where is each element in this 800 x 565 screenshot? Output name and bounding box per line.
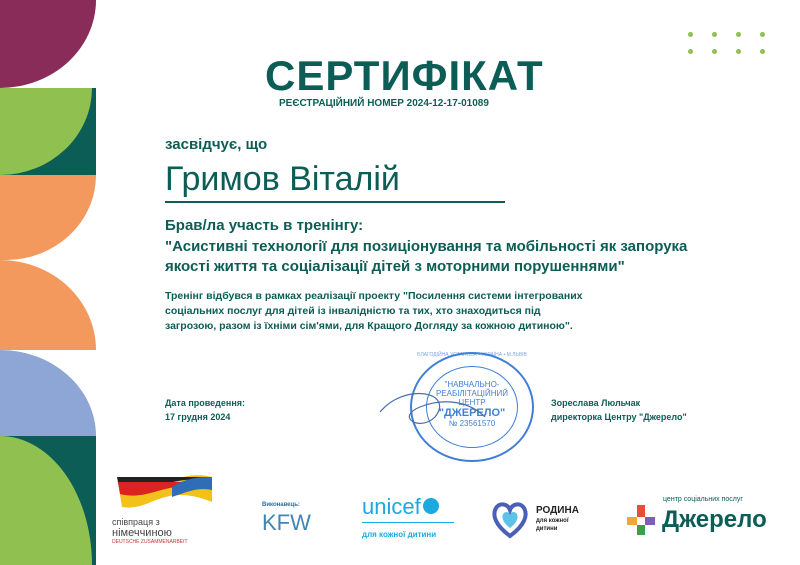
rodyna-text: для кожної bbox=[536, 518, 569, 524]
dzherelo-logo-icon bbox=[627, 505, 657, 535]
recipient-name: Гримов Віталій bbox=[165, 160, 505, 203]
stamp-text: ЦЕНТР bbox=[458, 398, 486, 407]
kfw-label: Виконавець: bbox=[262, 502, 300, 508]
project-line2: соціальних послуг для дітей із інвалідністю та тих, хто знаходиться під bbox=[165, 305, 541, 317]
decor-teal-2 bbox=[0, 436, 96, 565]
stamp-text: РЕАБІЛІТАЦІЙНИЙ bbox=[435, 389, 509, 398]
logo-text: співпраця з bbox=[112, 517, 160, 527]
registration-number: РЕЄСТРАЦІЙНИЙ НОМЕР 2024-12-17-01089 bbox=[279, 98, 489, 109]
stamp-text: "ДЖЕРЕЛО" bbox=[438, 407, 506, 419]
date-label: Дата проведення: bbox=[165, 398, 246, 408]
heart-icon bbox=[490, 500, 530, 540]
decor-teal bbox=[0, 88, 96, 175]
flag-ribbon-icon bbox=[112, 472, 212, 512]
date-value: 17 грудня 2024 bbox=[165, 412, 231, 422]
training-title-line1: "Асистивні технології для позиціонування та мобільності як запорука bbox=[165, 238, 688, 255]
signer-name: Зореслава Люльчак bbox=[551, 398, 641, 408]
certifies-text: засвідчує, що bbox=[165, 136, 268, 153]
decor-dots bbox=[688, 32, 768, 54]
logo-dzherelo: Джерело bbox=[662, 506, 767, 533]
logo-german-cooperation bbox=[112, 472, 222, 545]
decor-orange-1 bbox=[0, 175, 96, 260]
stamp-ring-text: БЛАГОДІЙНА УСТАНОВА • УКРАЇНА • М.ЛЬВІВ bbox=[417, 352, 527, 358]
certificate-title: СЕРТИФІКАТ bbox=[265, 52, 544, 99]
participated-label: Брав/ла участь в тренінгу: bbox=[165, 217, 364, 234]
unicef-globe-icon bbox=[423, 498, 439, 514]
project-line1: Тренінг відбувся в рамках реалізації проекту "Посилення системи інтегрованих bbox=[165, 290, 583, 302]
project-line3: загрозою, разом із їхніми сім'ями, для Кращого Догляду за кожною дитиною". bbox=[165, 320, 573, 332]
rodyna-text: дитини bbox=[536, 526, 558, 532]
decor-orange-2 bbox=[0, 260, 96, 350]
unicef-text: unicef bbox=[362, 494, 421, 519]
dzherelo-subtitle: центр соціальних послуг bbox=[663, 496, 743, 503]
decor-blue bbox=[0, 350, 96, 436]
training-title-line2: якості життя та соціалізації дітей з моторними порушеннями" bbox=[165, 258, 625, 275]
logo-kfw: KFW bbox=[262, 510, 311, 535]
logo-text: німеччиною bbox=[112, 527, 172, 539]
stamp-number: № 23561570 bbox=[448, 419, 496, 428]
logo-unicef bbox=[362, 494, 439, 520]
decor-purple bbox=[0, 0, 96, 88]
rodyna-title: РОДИНА bbox=[536, 505, 579, 516]
signature bbox=[375, 372, 495, 442]
signer-title: директорка Центру "Джерело" bbox=[551, 412, 687, 422]
stamp-text: "НАВЧАЛЬНО- bbox=[444, 380, 500, 389]
unicef-subtitle: для кожної дитини bbox=[362, 530, 437, 539]
logo-text: DEUTSCHE ZUSAMMENARBEIT bbox=[112, 539, 188, 545]
